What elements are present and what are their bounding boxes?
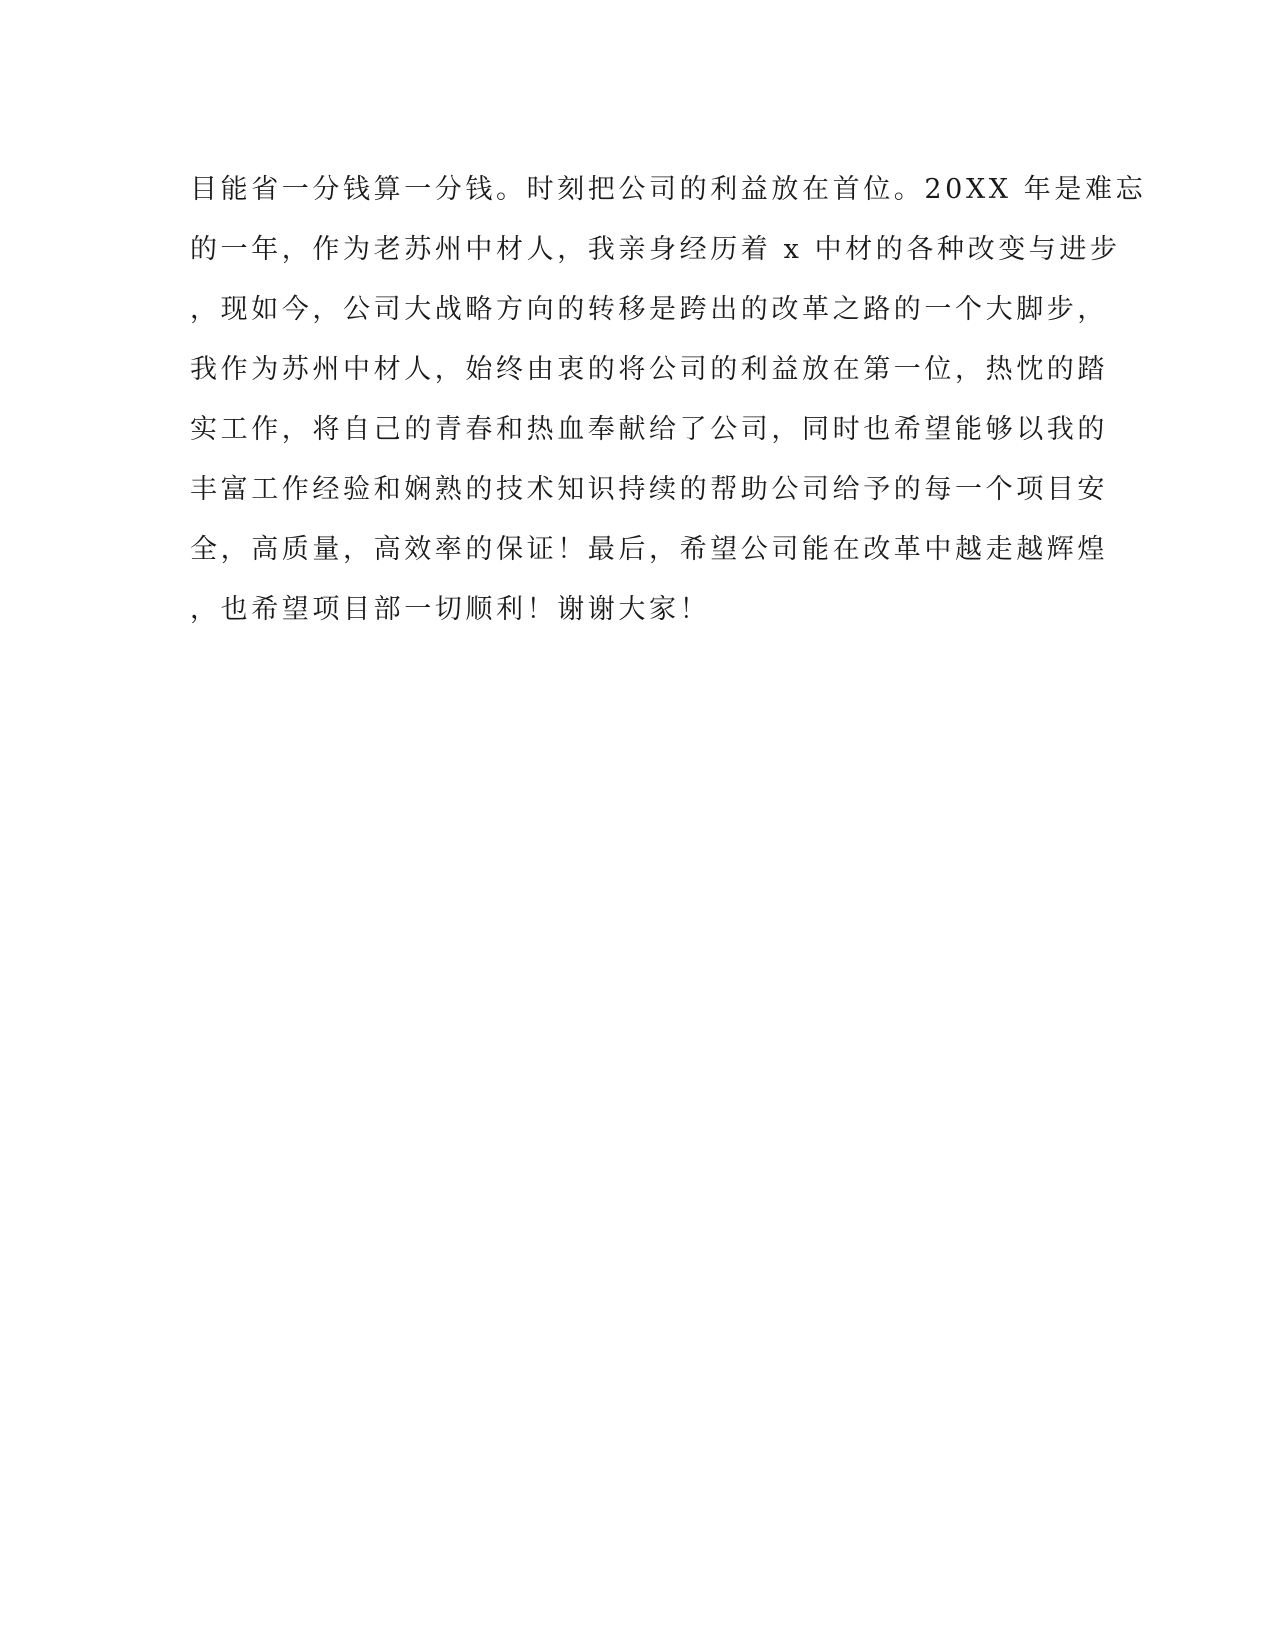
paragraph-line: 全，高质量，高效率的保证！最后，希望公司能在改革中越走越辉煌 xyxy=(190,534,1108,565)
body-paragraph xyxy=(190,160,1147,640)
paragraph-line: ，也希望项目部一切顺利！谢谢大家！ xyxy=(190,594,711,625)
paragraph-line: 丰富工作经验和娴熟的技术知识持续的帮助公司给予的每一个项目安 xyxy=(190,474,1108,505)
paragraph-line: ，现如今，公司大战略方向的转移是跨出的改革之路的一个大脚步， xyxy=(190,294,1108,325)
paragraph-line: 目能省一分钱算一分钱。时刻把公司的利益放在首位。20XX 年是难忘 xyxy=(190,174,1147,205)
paragraph-line: 我作为苏州中材人，始终由衷的将公司的利益放在第一位，热忱的踏 xyxy=(190,354,1108,385)
paragraph-line: 的一年，作为老苏州中材人，我亲身经历着 x 中材的各种改变与进步 xyxy=(190,234,1121,265)
paragraph-line: 实工作，将自己的青春和热血奉献给了公司，同时也希望能够以我的 xyxy=(190,414,1108,445)
